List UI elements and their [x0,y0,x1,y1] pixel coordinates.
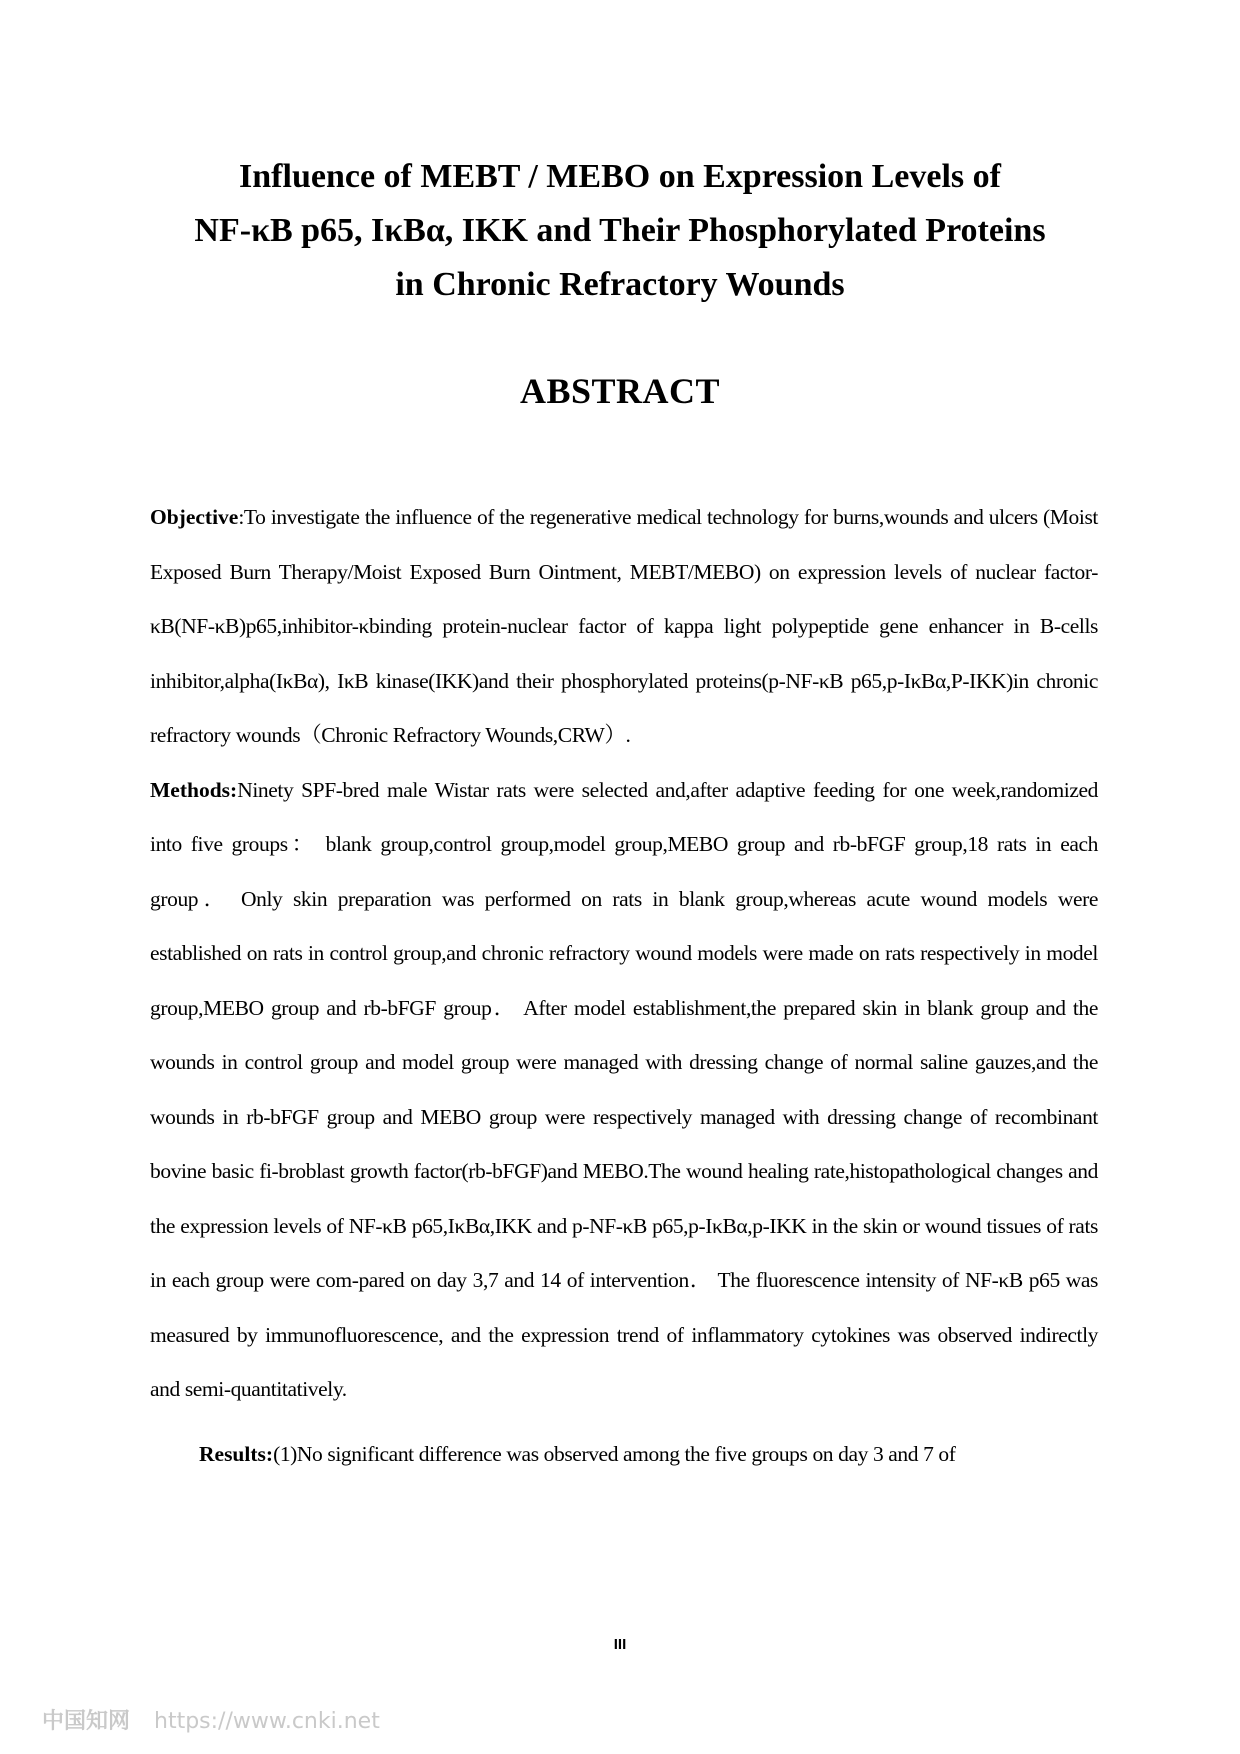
watermark-brand: 中国知网 [42,1709,131,1734]
abstract-body [150,490,1098,1481]
title-line-1: Influence of MEBT / MEBO on Expression Levels of [239,158,1001,195]
watermark-url: https://www.cnki.net [154,1709,380,1734]
abstract-heading: ABSTRACT [519,371,721,411]
objective-paragraph [150,490,1098,763]
page-number: III [613,1636,627,1653]
results-paragraph [150,1427,1098,1482]
results-text: (1)No significant difference was observed among the five groups on day 3 and 7 of [273,1441,956,1466]
objective-label: Objective [150,505,239,529]
methods-label: Methods: [150,777,238,802]
title-line-2: NF-κB p65, IκBα, IKK and Their Phosphorylated Proteins [194,212,1046,249]
paper-title [120,150,1120,312]
methods-paragraph [150,763,1098,1417]
methods-text: Ninety SPF-bred male Wistar rats were selected and,after adaptive feeding for one week,randomized into five groups： blank group,control group,model group,MEBO group and rb-bFGF group,18 rats in each group． Only skin preparation was performed on rats in blank group,whereas acute wound models were established on rats in control group,and chronic refractory wound models were made on rats respectively in model group,MEBO group and rb-bFGF group． After model establishment,the prepared skin in blank group and the wounds in control group and model group were managed with dressing change of normal saline gauzes,and the wounds in rb-bFGF group and MEBO group were respectively managed with dressing change of recombinant bovine basic fi-broblast growth factor(rb-bFGF)and MEBO.The wound healing rate,histopathological changes and the expression levels of NF-κB p65,IκBα,IKK and p-NF-κB p65,p-IκBα,p-IKK in the skin or wound tissues of rats in each group were com-pared on day 3,7 and 14 of intervention． The fluorescence intensity of NF-κB p65 was measured by immunofluorescence, and the expression trend of inflammatory cytokines was observed indirectly and semi-quantitatively. [150,777,1098,1401]
cnki-watermark [42,1704,380,1735]
objective-text: :To investigate the influence of the regenerative medical technology for burns,wounds and ulcers (Moist Exposed Burn Therapy/Moist Exposed Burn Ointment, MEBT/MEBO) on expression levels of nuclear factor-κB(NF-κB)p65,inhibitor-κbinding protein-nuclear factor of kappa light polypeptide gene enhancer in B-cells inhibitor,alpha(IκBα), IκB kinase(IKK)and their phosphorylated proteins(p-NF-κB p65,p-IκBα,P-IKK)in chronic refractory wounds（Chronic Refractory Wounds,CRW）. [150,505,1098,747]
title-line-3: in Chronic Refractory Wounds [395,266,845,303]
results-label: Results: [199,1441,274,1466]
